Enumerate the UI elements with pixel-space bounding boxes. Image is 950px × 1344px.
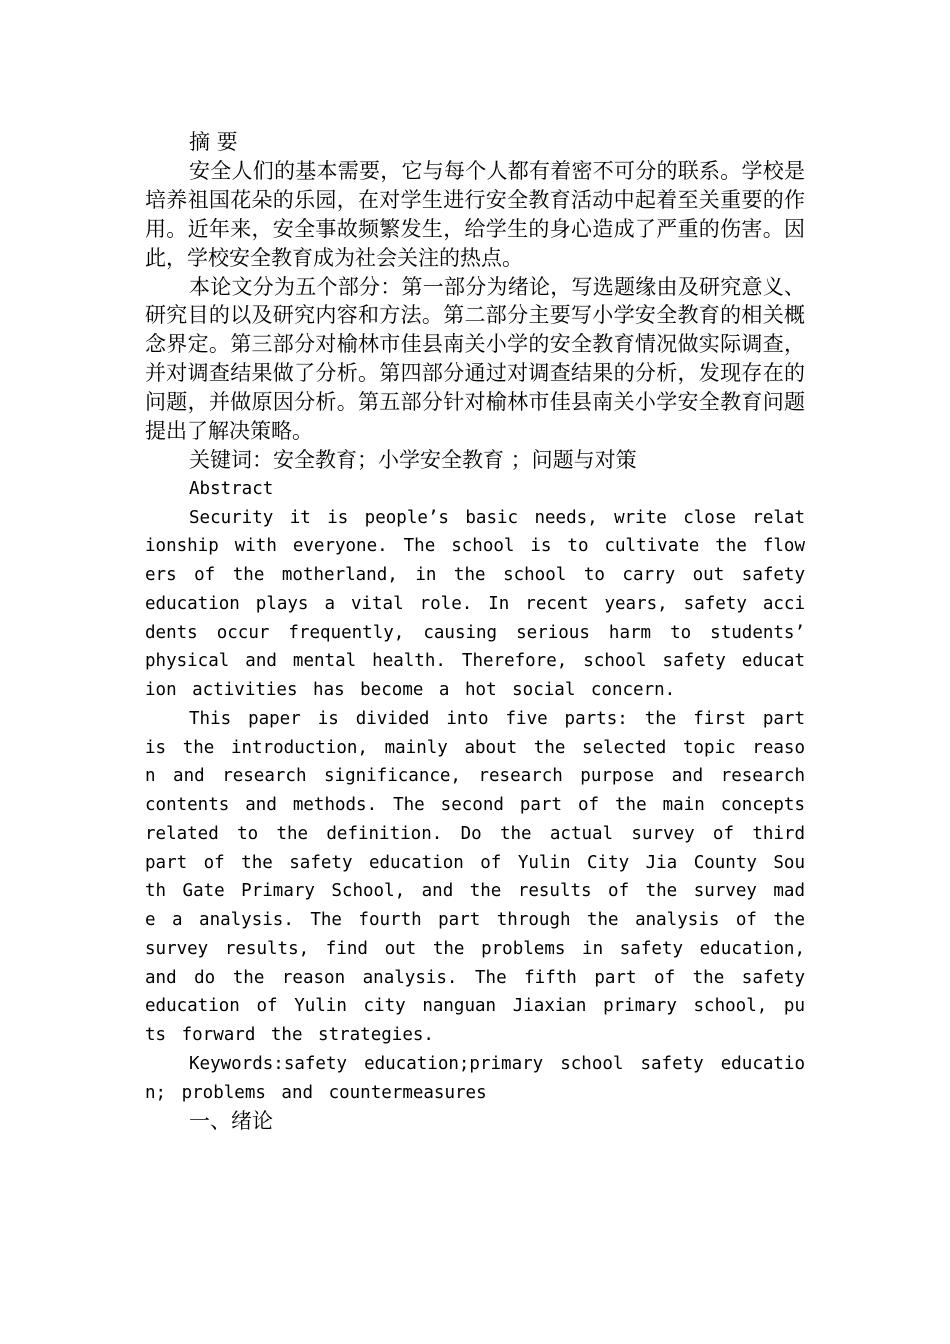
english-keywords: Keywords:safety education;primary school safety education; problems and countermeasures bbox=[145, 1053, 805, 1103]
chinese-abstract-paragraph-1: 安全人们的基本需要，它与每个人都有着密不可分的联系。学校是培养祖国花朵的乐园，在对学生进行安全教育活动中起着至关重要的作用。近年来，安全事故频繁发生，给学生的身心造成了严重的伤害。因此，学校安全教育成为社会关注的热点。 bbox=[145, 158, 805, 270]
chinese-keywords: 关键词：安全教育；小学安全教育 ；问题与对策 bbox=[189, 447, 637, 472]
english-abstract-paragraph-2: This paper is divided into five parts: the first part is the introduction, mainly about the selected topic reason and research significance, research purpose and research contents and methods. The second part of the main concepts related to the definition. Do the actual survey of third part of the safety education of Yulin City Jia County South Gate Primary School, and the results of the survey made a analysis. The fourth part through the analysis of the survey results, find out the problems in safety education, and do the reason analysis. The fifth part of the safety education of Yulin city nanguan Jiaxian primary school, puts forward the strategies. bbox=[145, 708, 805, 1046]
chinese-abstract-heading: 摘 要 bbox=[189, 130, 238, 154]
english-abstract-paragraph-1: Security it is people’s basic needs, write close relationship with everyone. The school is to cultivate the flowers of the motherland, in the school to carry out safety education plays a vital role. In recent years, safety accidents occur frequently, causing serious harm to students’ physical and mental health. Therefore, school safety education activities has become a hot social concern. bbox=[145, 507, 805, 701]
chinese-abstract-paragraph-2: 本论文分为五个部分：第一部分为绪论，写选题缘由及研究意义、研究目的以及研究内容和方法。第二部分主要写小学安全教育的相关概念界定。第三部分对榆林市佳县南关小学的安全教育情况做实际调查，并对调查结果做了分析。第四部分通过对调查结果的分析，发现存在的问题，并做原因分析。第五部分针对榆林市佳县南关小学安全教育问题提出了解决策略。 bbox=[145, 274, 805, 444]
english-abstract-heading: Abstract bbox=[189, 478, 274, 499]
document-page bbox=[145, 128, 805, 1136]
section-heading-introduction: 一、绪论 bbox=[189, 1109, 273, 1134]
